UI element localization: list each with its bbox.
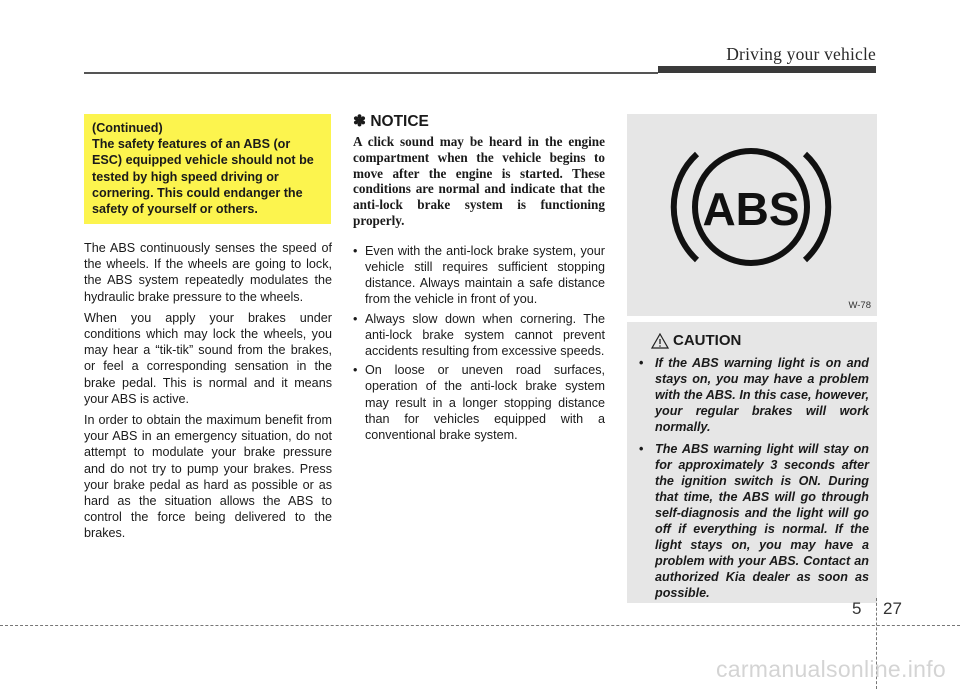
notice-title-text: NOTICE [370, 113, 429, 130]
section-title: Driving your vehicle [726, 44, 876, 64]
watermark-text: carmanualsonline.info [715, 656, 946, 682]
notice-section [353, 112, 605, 446]
footer-rule [0, 625, 960, 626]
notice-bullet: • Always slow down when cornering. The anti-lock brake system cannot prevent accidents resulting from excessive speeds. [353, 311, 605, 360]
chapter-number: 5 [852, 599, 862, 618]
body-paragraph: When you apply your brakes under conditions which may lock the wheels, you may hear a “tik-tik” sound from the brakes, or feel a corresponding sensation in the brake pedal. This is normal and it means your ABS is active. [84, 310, 332, 406]
caution-title: CAUTION [673, 332, 742, 349]
notice-text: A click sound may be heard in the engine compartment when the vehicle begins to move after the engine is started. These conditions are normal and indicate that the anti-lock brake system is functioning properly. [353, 134, 605, 228]
continued-heading: (Continued) [92, 121, 163, 135]
notice-symbol: ✽ [353, 113, 366, 130]
page-number: 27 [883, 599, 902, 618]
abs-symbol-text: ABS [702, 183, 800, 235]
body-paragraph: The ABS continuously senses the speed of the wheels. If the wheels are going to lock, the ABS system repeatedly modulates the hydraulic brake pressure to the wheels. [84, 241, 332, 304]
caution-bullet-list [635, 355, 869, 601]
caution-bullet: • The ABS warning light will stay on for approximately 3 seconds after the ignition switch is ON. During that time, the ABS will go through self-diagnosis and the light will go off if everything is normal. If the light stays on, you may have a problem with your ABS. Contact an authorized Kia dealer as soon as possible. [635, 441, 869, 601]
body-text-column [84, 240, 332, 547]
notice-title [353, 112, 605, 131]
notice-bullet: • On loose or uneven road surfaces, operation of the anti-lock brake system may result in a longer stopping distance than for vehicles equipped with a conventional brake system. [353, 362, 605, 443]
caution-bullet: • If the ABS warning light is on and stays on, you may have a problem with the ABS. In this case, however, your regular brakes will work normally. [635, 355, 869, 435]
caution-header [651, 332, 869, 349]
warning-triangle-icon [651, 333, 669, 349]
figure-code: W-78 [848, 300, 871, 311]
header-rule-bold [658, 66, 876, 73]
abs-warning-light-icon [627, 114, 877, 316]
notice-bullet-list [353, 243, 605, 443]
caution-box [627, 322, 877, 603]
abs-warning-light-figure [627, 114, 877, 316]
continued-text: The safety features of an ABS (or ESC) equipped vehicle should not be tested by high speed driving or cornering. This could endanger the safety of yourself or others. [92, 137, 314, 217]
notice-bullet: • Even with the anti-lock brake system, your vehicle still requires sufficient stopping distance. Always maintain a safe distance from the vehicle in front of you. [353, 243, 605, 308]
body-paragraph: In order to obtain the maximum benefit from your ABS in an emergency situation, do not attempt to modulate your brake pressure and do not try to pump your brakes. Press your brake pedal as hard as possible or as hard as the situation allows the ABS to control the force being delivered to the brakes. [84, 413, 332, 541]
continued-warning-box [84, 114, 331, 224]
header-rule [84, 72, 658, 74]
